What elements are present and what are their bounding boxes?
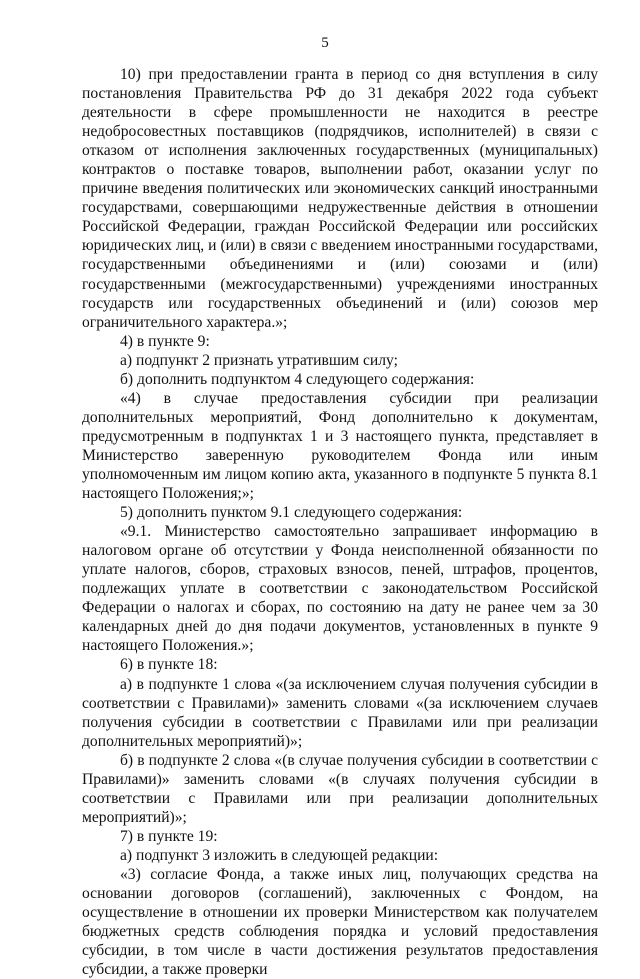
paragraph: б) в подпункте 2 слова «(в случае получения субсидии в соответствии с Правилами)» заменить словами «(в случаях получения субсидии в соответствии с Правилами или при реализации дополнительных мероприятий)»; bbox=[82, 751, 598, 826]
page-number: 5 bbox=[321, 35, 329, 51]
paragraph: «9.1. Министерство самостоятельно запрашивает информацию в налоговом органе об отсутствии у Фонда неисполненной обязанности по уплате налогов, сборов, страховых взносов, пеней, штрафов, процентов, подлежащих уплате в соответствии с законодательством Российской Федерации о налогах и сборах, по состоянию на дату не ранее чем за 30 календарных дней до дня подачи документов, установленных в пункте 9 настоящего Положения.»; bbox=[82, 523, 598, 655]
paragraph: 7) в пункте 19: bbox=[120, 827, 218, 845]
paragraph: «4) в случае предоставления субсидии при реализации дополнительных мероприятий, Фонд дополнительно к документам, предусмотренным в подпунктах 1 и 3 настоящего пункта, представляет в Министерство заверенную руководителем Фонда или иным уполномоченным им лицом копию акта, указанного в подпункте 5 пункта 8.1 настоящего Положения;»; bbox=[82, 389, 598, 503]
paragraph: 10) при предоставлении гранта в период со дня вступления в силу постановления Правительства РФ до 31 декабря 2022 года субъект деятельности в сфере промышленности не находится в реестре недобросовестных поставщиков (подрядчиков, исполнителей) в связи с отказом от исполнения заключенных государственных (муниципальных) контрактов о поставке товаров, выполнении работ, оказании услуг по причине введения политических или экономических санкций иностранными государствами, совершающими недружественные действия в отношении Российской Федерации, граждан Российской Федерации или российских юридических лиц, и (или) в связи с введением иностранными государствами, государственными объединениями и (или) союзами и (или) государственными (межгосударственными) учреждениями иностранных государств или государственных объединений и (или) союзов мер ограничительного характера.»; bbox=[82, 66, 598, 331]
paragraph: 4) в пункте 9: bbox=[120, 332, 210, 350]
paragraph: 5) дополнить пунктом 9.1 следующего содержания: bbox=[120, 504, 463, 522]
paragraph: б) дополнить подпунктом 4 следующего содержания: bbox=[120, 370, 475, 388]
paragraph: а) в подпункте 1 слова «(за исключением случая получения субсидии в соответствии с Правилами)» заменить словами «(за исключением случаев получения субсидии в соответствии с Правилами или при реализации дополнительных мероприятий)»; bbox=[82, 675, 598, 750]
paragraph: 6) в пункте 18: bbox=[120, 656, 218, 674]
paragraph: а) подпункт 2 признать утратившим силу; bbox=[120, 351, 398, 369]
document-body bbox=[82, 65, 598, 979]
paragraph: «3) согласие Фонда, а также иных лиц, получающих средства на основании договоров (соглашений), заключенных с Фондом, на осуществление в отношении их проверки Министерством как получателем бюджетных средств соблюдения порядка и условий предоставления субсидии, в том числе в части достижения результатов предоставления субсидии, а также проверки bbox=[82, 865, 598, 979]
paragraph: а) подпункт 3 изложить в следующей редакции: bbox=[120, 846, 439, 864]
